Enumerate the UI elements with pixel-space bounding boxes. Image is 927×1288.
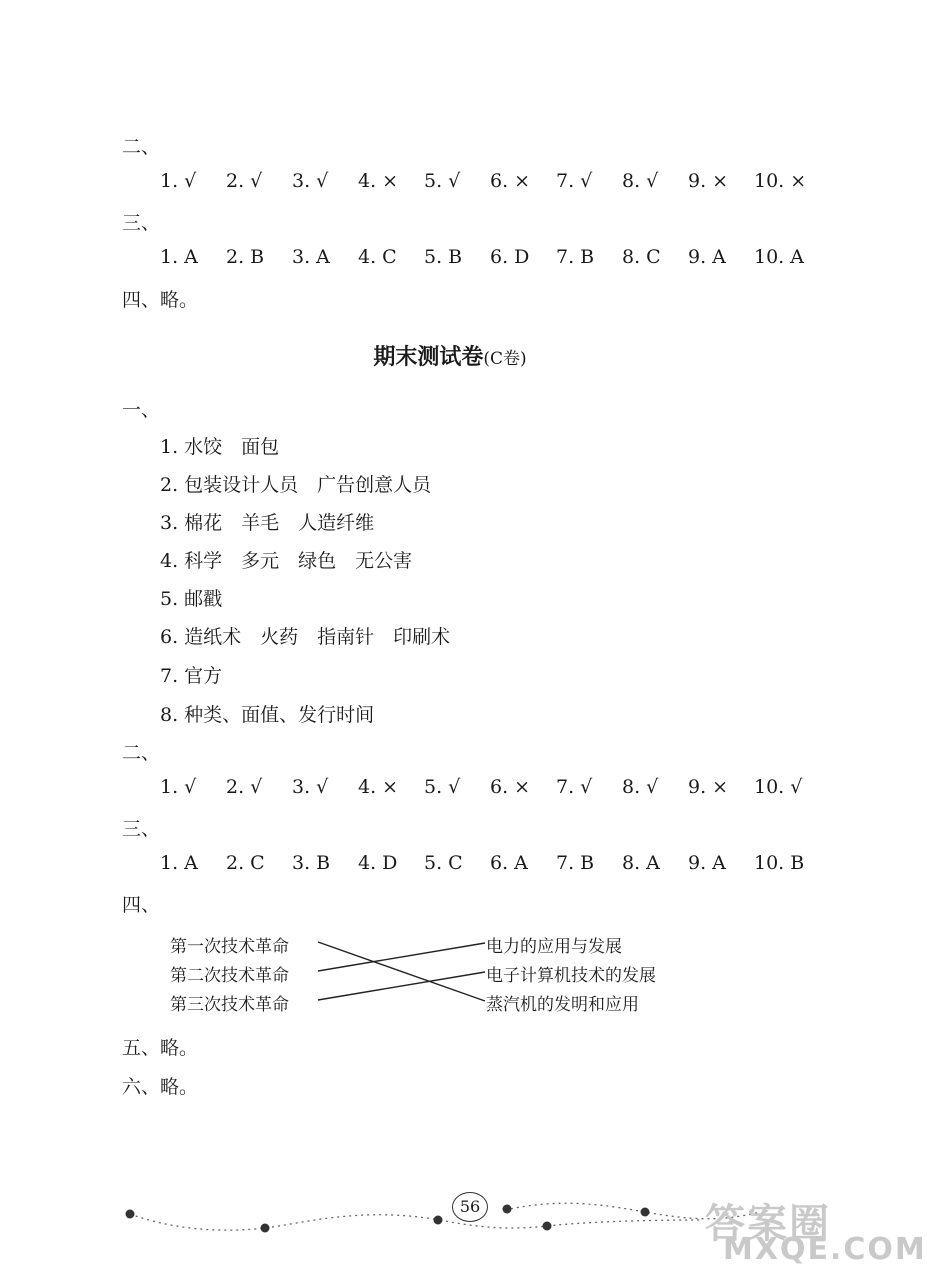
answer-item: 9. A (688, 852, 726, 874)
answer-item: 7. √ (556, 170, 593, 192)
answer-item: 2. C (226, 852, 265, 874)
section-1-label: 一、 (122, 399, 161, 421)
footer-dot (641, 1208, 650, 1217)
list-item: 8. 种类、面值、发行时间 (160, 704, 375, 726)
answer-item: 8. √ (622, 776, 659, 798)
list-item: 1. 水饺 面包 (160, 436, 280, 458)
answer-item: 5. B (424, 246, 463, 268)
list-item: 6. 造纸术 火药 指南针 印刷术 (160, 626, 451, 648)
answer-item: 10. √ (754, 776, 803, 798)
answer-item: 4. D (358, 852, 398, 874)
section-3-answers (160, 852, 824, 874)
match-right-item: 电力的应用与发展 (486, 937, 622, 957)
title-sub: (C卷) (483, 349, 527, 369)
answer-item: 7. √ (556, 776, 593, 798)
answer-item: 3. √ (292, 776, 329, 798)
answer-item: 5. √ (424, 170, 461, 192)
list-item: 5. 邮戳 (160, 588, 223, 610)
section-2-answers (160, 170, 824, 192)
answer-item: 7. B (556, 852, 595, 874)
section-6-text: 六、略。 (122, 1076, 199, 1098)
answer-item: 4. × (358, 170, 399, 192)
list-item: 3. 棉花 羊毛 人造纤维 (160, 512, 375, 534)
answer-item: 10. B (754, 852, 805, 874)
title-main: 期末测试卷 (373, 345, 484, 370)
section-3-answers (160, 246, 824, 268)
watermark-text-bottom: MXQE.COM (723, 1232, 927, 1267)
answer-item: 10. × (754, 170, 807, 192)
page-title (0, 340, 900, 371)
section-5-text: 五、略。 (122, 1037, 199, 1059)
match-line (318, 943, 485, 971)
watermark-text-top: 答案圈 (705, 1201, 831, 1247)
answer-item: 9. × (688, 170, 729, 192)
match-left-item: 第二次技术革命 (170, 966, 289, 986)
answer-item: 3. A (292, 246, 330, 268)
section-2-answers (160, 776, 824, 798)
list-item: 7. 官方 (160, 665, 223, 687)
answer-item: 4. C (358, 246, 397, 268)
answer-item: 1. A (160, 852, 198, 874)
answer-item: 3. √ (292, 170, 329, 192)
answer-item: 9. × (688, 776, 729, 798)
answer-item: 6. A (490, 852, 528, 874)
footer-dot (543, 1222, 552, 1231)
answer-item: 8. A (622, 852, 660, 874)
footer-dot (503, 1205, 512, 1214)
footer-dot (261, 1224, 270, 1233)
section-3-label: 三、 (122, 818, 161, 840)
answer-item: 5. √ (424, 776, 461, 798)
answer-item: 1. A (160, 246, 198, 268)
answer-item: 8. C (622, 246, 661, 268)
match-left-item: 第三次技术革命 (170, 995, 289, 1015)
answer-item: 1. √ (160, 776, 197, 798)
match-line (318, 972, 485, 1000)
answer-item: 6. × (490, 776, 531, 798)
answer-item: 8. √ (622, 170, 659, 192)
answer-item: 7. B (556, 246, 595, 268)
answer-item: 10. A (754, 246, 804, 268)
answer-item: 5. C (424, 852, 463, 874)
answer-item: 4. × (358, 776, 399, 798)
list-item: 2. 包装设计人员 广告创意人员 (160, 474, 432, 496)
answer-item: 1. √ (160, 170, 197, 192)
answer-item: 2. √ (226, 776, 263, 798)
list-item: 4. 科学 多元 绿色 无公害 (160, 550, 413, 572)
answer-item: 6. × (490, 170, 531, 192)
footer-dot (126, 1210, 135, 1219)
answer-item: 2. √ (226, 170, 263, 192)
section-4-label: 四、 (122, 894, 161, 916)
answer-item: 6. D (490, 246, 530, 268)
page-number: 56 (452, 1192, 488, 1222)
match-line (318, 942, 485, 1001)
answer-item: 3. B (292, 852, 331, 874)
answer-item: 9. A (688, 246, 726, 268)
watermark-logo (705, 1192, 927, 1267)
footer-dot (434, 1216, 443, 1225)
match-right-item: 蒸汽机的发明和应用 (486, 995, 639, 1015)
match-right-item: 电子计算机技术的发展 (486, 966, 656, 986)
section-2-label: 二、 (122, 742, 161, 764)
section-2-label: 二、 (122, 136, 161, 158)
section-4-text: 四、略。 (122, 289, 199, 311)
answer-item: 2. B (226, 246, 265, 268)
section-3-label: 三、 (122, 212, 161, 234)
match-left-item: 第一次技术革命 (170, 937, 289, 957)
